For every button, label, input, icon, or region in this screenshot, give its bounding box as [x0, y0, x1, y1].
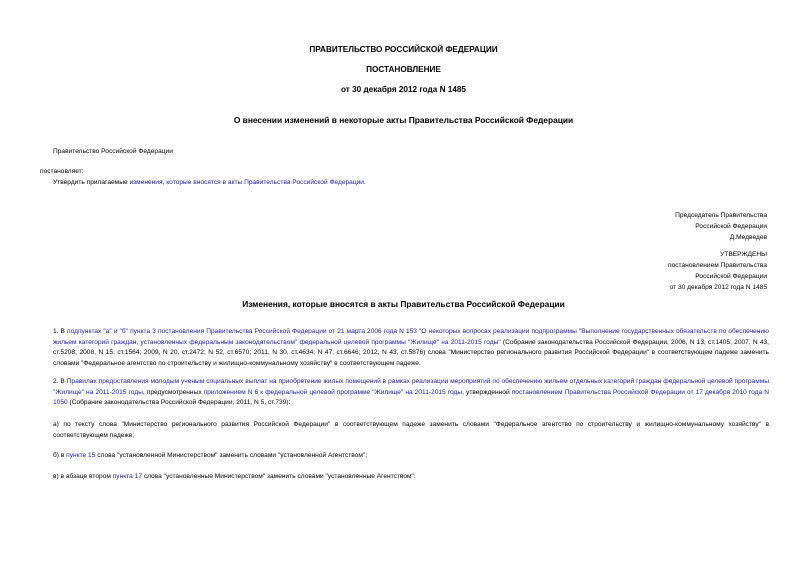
approval-by: постановлением Правительства [667, 262, 767, 269]
approval-block [507, 249, 767, 293]
government-heading: ПРАВИТЕЛЬСТВО РОССИЙСКОЙ ФЕДЕРАЦИИ [309, 45, 498, 54]
approval-date: от 30 декабря 2012 года N 1485 [669, 284, 767, 291]
document-type: ПОСТАНОВЛЕНИЕ [366, 65, 441, 74]
item-1: 1. В подпунктах "а" и "б" пункта 3 постановления Правительства Российской Федерации от 21 марта 2006 года N 153 "О некоторых вопросах реализации подпрограммы "Выполнение государственных обязательств по обеспечению жильем категорий граждан, установленных федеральным законодательством" федеральной целевой программы "Жилище" на 2011-2015 годы" (Собрание законодательства Российской Федерации, 2006, N 13, ст.1405; 2007, N 43, ст.5208; 2008, N 15, ст.1564; 2009, N 20, ст.2472; N 52, ст.6570; 2011, N 30, ст.4634; N 47, ст.6646; 2012, N 43, ст.5876) слова "Министерство регионального развития Российской Федерации" в соответствующем падеже заменить словами "Федеральное агентство по строительству и жилищно-коммунальному хозяйству" в соответствующем падеже. [53, 328, 769, 367]
document-date: от 30 декабря 2012 года N 1485 [341, 85, 466, 94]
item-1-link[interactable]: подпунктах "а" и "б" пункта 3 постановления Правительства Российской Федерации от 21 марта 2006 года N 153 "О некоторых вопросах реализации подпрограммы "Выполнение государственных обязательств по обеспечению жильем категорий граждан, установленных федеральным законодательством" федеральной целевой программы "Жилище" на 2011-2015 годы" [53, 328, 769, 346]
subitem-b: б) в пункте 15 слова "установленной Министерством" заменить словами "установленной Агентством"; [53, 452, 368, 459]
document-title: О внесении изменений в некоторые акты Правительства Российской Федерации [233, 115, 574, 125]
item-2: 2. В Правилах предоставления молодым ученым социальных выплат на приобретение жилых помещений в рамках реализации мероприятий по обеспечению жильем отдельных категорий граждан федеральной целевой программы "Жилище" на 2011-2015 годы, предусмотренных приложением N 6 к федеральной целевой программе "Жилище" на 2011-2015 годы, утвержденной постановлением Правительства Российской Федерации от 17 декабря 2010 года N 1050 (Собрание законодательства Российской Федерации, 2011, N 5, ст.739): [53, 378, 770, 407]
signature-block [507, 210, 767, 243]
signature-position: Председатель Правительства [675, 212, 767, 219]
intro-resolves: постановляет: [40, 168, 84, 175]
item-2-rules-link[interactable]: Правилах предоставления молодым ученым социальных выплат на приобретение жилых помещений в рамках реализации мероприятий по обеспечению жильем отдельных категорий граждан федеральной целевой программы "Жилище" на 2011-2015 годы [53, 378, 770, 396]
intro-government: Правительство Российской Федерации [53, 148, 173, 155]
subitem-v: в) в абзаце втором пункта 17 слова "установленные Министерством" заменить словами "установленные Агентством". [53, 473, 416, 480]
subitem-b-link[interactable]: пункте 15 [66, 452, 96, 459]
approval-country: Российской Федерации [695, 273, 767, 280]
approve-paragraph: Утвердить прилагаемые изменения, которые вносятся в акты Правительства Российской Федерации. [53, 179, 366, 186]
signature-name: Д.Медведев [729, 234, 767, 241]
item-2-resolution-link[interactable]: постановлением Правительства Российской Федерации от 17 декабря 2010 года N 1050 [53, 388, 769, 407]
changes-link[interactable]: изменения, которые вносятся в акты Правительства Российской Федерации [129, 179, 364, 186]
subitem-v-link[interactable]: пункта 17 [112, 473, 142, 480]
subitem-a: а) по тексту слова "Министерство регионального развития Российской Федерации" в соответствующем падеже заменить словами "Федеральное агентство по строительству и жилищно-коммунальному хозяйству" в соответствующем падеже; [53, 421, 769, 439]
approval-label: УТВЕРЖДЕНЫ [720, 251, 767, 258]
signature-country: Российской Федерации [695, 223, 767, 230]
changes-title: Изменения, которые вносятся в акты Правительства Российской Федерации [242, 299, 565, 309]
item-2-appendix-link[interactable]: приложением N 6 к федеральной целевой программе "Жилище" на 2011-2015 годы [203, 388, 463, 396]
